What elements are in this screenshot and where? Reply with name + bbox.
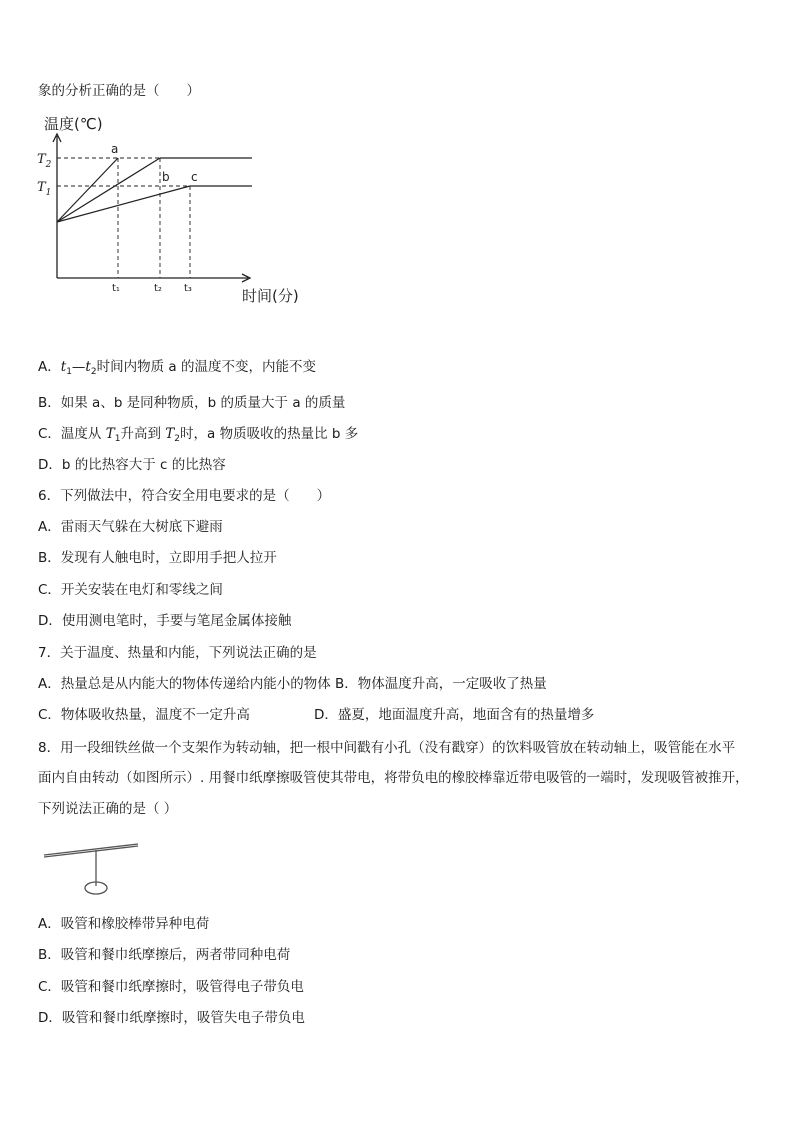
q8-option-c: C．吸管和餐巾纸摩擦时，吸管得电子带负电 bbox=[38, 979, 304, 995]
q8-stem-line1: 8．用一段细铁丝做一个支架作为转动轴，把一根中间戳有小孔（没有戳穿）的饮料吸管放在转动轴上，吸管能在水平 bbox=[38, 740, 736, 756]
y-axis-label: 温度(℃) bbox=[44, 115, 103, 133]
straw-stand-figure bbox=[40, 836, 150, 902]
t1-level-label: $T_1$ bbox=[37, 180, 52, 198]
tick-t2: t₂ bbox=[154, 283, 162, 294]
q5-option-c: C．温度从 $T_1$升高到 $T_2$时，a 物质吸收的热量比 b 多 bbox=[38, 426, 359, 444]
q6-option-b: B．发现有人触电时，立即用手把人拉开 bbox=[38, 550, 277, 566]
curve-c-rise bbox=[57, 186, 190, 222]
q5-option-b: B．如果 a、b 是同种物质，b 的质量大于 a 的质量 bbox=[38, 395, 346, 411]
x-axis-label: 时间(分) bbox=[242, 287, 299, 305]
curve-a-label: a bbox=[111, 142, 119, 156]
q7-options-ab: A．热量总是从内能大的物体传递给内能小的物体 B．物体温度升高，一定吸收了热量 bbox=[38, 676, 547, 692]
q6-option-d: D．使用测电笔时，手要与笔尾金属体接触 bbox=[38, 613, 292, 629]
q8-stem-line2: 面内自由转动（如图所示）. 用餐巾纸摩擦吸管使其带电，将带负电的橡胶棒靠近带电吸管的一端时，发现吸管被推开， bbox=[38, 770, 749, 786]
q8-stem-line3: 下列说法正确的是（ ） bbox=[38, 801, 178, 817]
q5-option-a: A．$t_1—t_2$时间内物质 a 的温度不变，内能不变 bbox=[38, 359, 316, 377]
t2-level-label: $T_2$ bbox=[37, 152, 52, 170]
tick-t1: t₁ bbox=[112, 283, 120, 294]
q8-option-a: A．吸管和橡胶棒带异种电荷 bbox=[38, 916, 210, 932]
q6-stem: 6．下列做法中，符合安全用电要求的是（ ） bbox=[38, 488, 331, 504]
q8-option-b: B．吸管和餐巾纸摩擦后，两者带同种电荷 bbox=[38, 947, 291, 963]
q5-stem-tail: 象的分析正确的是（ ） bbox=[38, 83, 200, 99]
curve-b-label: b bbox=[162, 170, 170, 184]
q5-option-d: D．b 的比热容大于 c 的比热容 bbox=[38, 457, 226, 473]
curve-c-label: c bbox=[191, 170, 198, 184]
q7-option-c: C．物体吸收热量，温度不一定升高 bbox=[38, 707, 250, 723]
temperature-time-graph bbox=[30, 112, 320, 312]
q6-option-a: A．雷雨天气躲在大树底下避雨 bbox=[38, 519, 223, 535]
tick-t3: t₃ bbox=[184, 283, 192, 294]
q7-stem: 7．关于温度、热量和内能，下列说法正确的是 bbox=[38, 645, 317, 661]
q6-option-c: C．开关安装在电灯和零线之间 bbox=[38, 582, 223, 598]
straw-edge bbox=[44, 846, 138, 857]
q7-option-d: D．盛夏，地面温度升高，地面含有的热量增多 bbox=[314, 707, 595, 723]
straw bbox=[44, 844, 138, 855]
q8-option-d: D．吸管和餐巾纸摩擦时，吸管失电子带负电 bbox=[38, 1010, 305, 1026]
